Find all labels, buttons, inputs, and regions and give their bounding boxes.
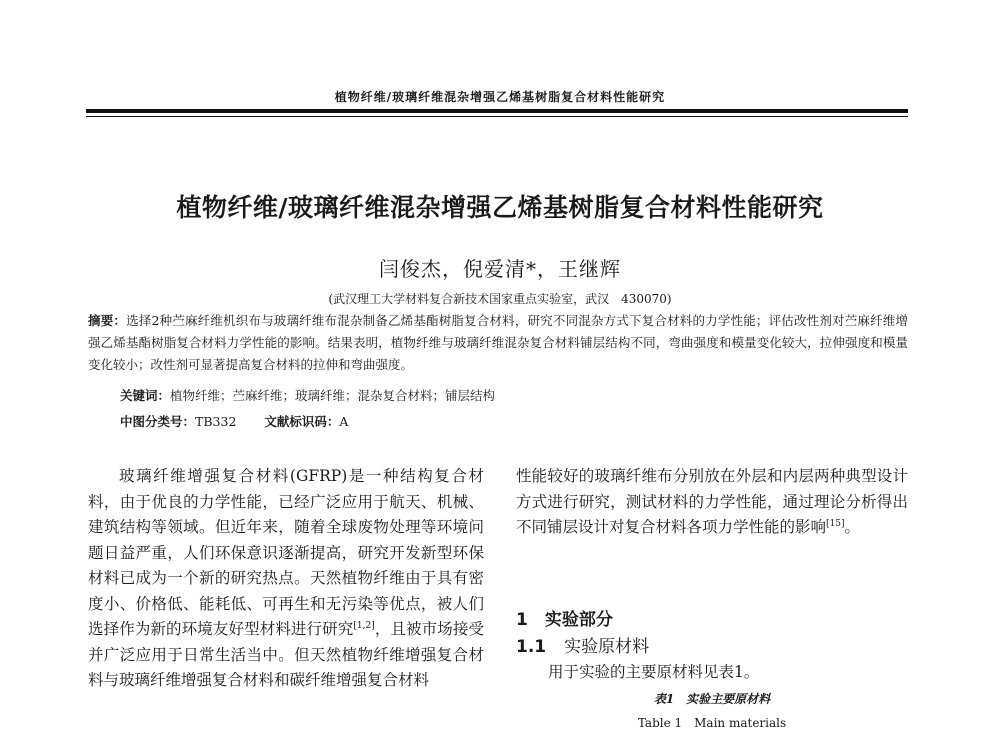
section-heading-1-1 <box>516 632 649 657</box>
keywords <box>120 386 900 404</box>
section-heading-1: 1 实验部分 <box>516 610 613 630</box>
abstract <box>88 310 908 376</box>
left-paragraph-part2: ，且被市场接受并广泛应用于日常生活当中。但天然植物纤维增强复合材料与玻璃纤维增强复合材料和碳纤维增强复合材料 <box>88 620 484 689</box>
section-number: 1.1 <box>516 637 547 657</box>
keywords-text: 植物纤维；苎麻纤维；玻璃纤维；混杂复合材料；铺层结构 <box>170 388 496 403</box>
body-left-column <box>88 464 484 735</box>
header-rule-thin <box>86 116 908 117</box>
classification-line <box>120 412 900 430</box>
affiliation: (武汉理工大学材料复合新技术国家重点实验室，武汉 430070) <box>328 292 672 306</box>
paper-title: 植物纤维/玻璃纤维混杂增强乙烯基树脂复合材料性能研究 <box>176 193 824 222</box>
classification-value: TB332 <box>195 414 237 429</box>
right-citation: [15] <box>826 518 845 529</box>
table-caption-en: Table 1 Main materials <box>637 716 787 730</box>
classification-label: 中图分类号： <box>120 414 196 429</box>
doccode-label: 文献标识码： <box>264 414 340 429</box>
right-paragraph-part1: 性能较好的玻璃纤维布分别放在外层和内层两种典型设计方式进行研究，测试材料的力学性能，通过理论分析得出不同铺层设计对复合材料各项力学性能的影响 <box>516 467 908 536</box>
left-citation: [1,2] <box>353 620 375 631</box>
abstract-text: 选择2种苎麻纤维机织布与玻璃纤维布混杂制备乙烯基酯树脂复合材料，研究不同混杂方式下复合材料的力学性能；评估改性剂对苎麻纤维增强乙烯基酯树脂复合材料力学性能的影响。结果表明，植物纤维与玻璃纤维混杂复合材料铺层结构不同，弯曲强度和模量变化较大，拉伸强度和模量变化较小；改性剂可显著提高复合材料的拉伸和弯曲强度。 <box>88 313 908 372</box>
materials-intro: 用于实验的主要原材料见表1。 <box>548 663 760 681</box>
doccode-value: A <box>339 414 349 429</box>
left-paragraph-part1: 玻璃纤维增强复合材料(GFRP)是一种结构复合材料，由于优良的力学性能，已经广泛应用于航天、机械、建筑结构等领域。但近年来，随着全球废物处理等环境问题日益严重，人们环保意识逐渐提高，研究开发新型环保材料已成为一个新的研究热点。天然植物纤维由于具有密度小、价格低、能耗低、可再生和无污染等优点，被人们选择作为新的环境友好型材料进行研究 <box>88 467 484 638</box>
body-right-column <box>516 464 908 541</box>
header-rule-thick <box>86 109 908 113</box>
running-header: 植物纤维/玻璃纤维混杂增强乙烯基树脂复合材料性能研究 <box>334 90 666 104</box>
table-caption-cn: 表1 实验主要原材料 <box>653 692 771 706</box>
author-list: 闫俊杰，倪爱清*，王继辉 <box>379 257 621 281</box>
abstract-label: 摘要： <box>88 313 127 328</box>
keywords-label: 关键词： <box>120 388 171 403</box>
section-title: 实验原材料 <box>564 637 650 657</box>
right-paragraph-part2: 。 <box>844 518 861 536</box>
